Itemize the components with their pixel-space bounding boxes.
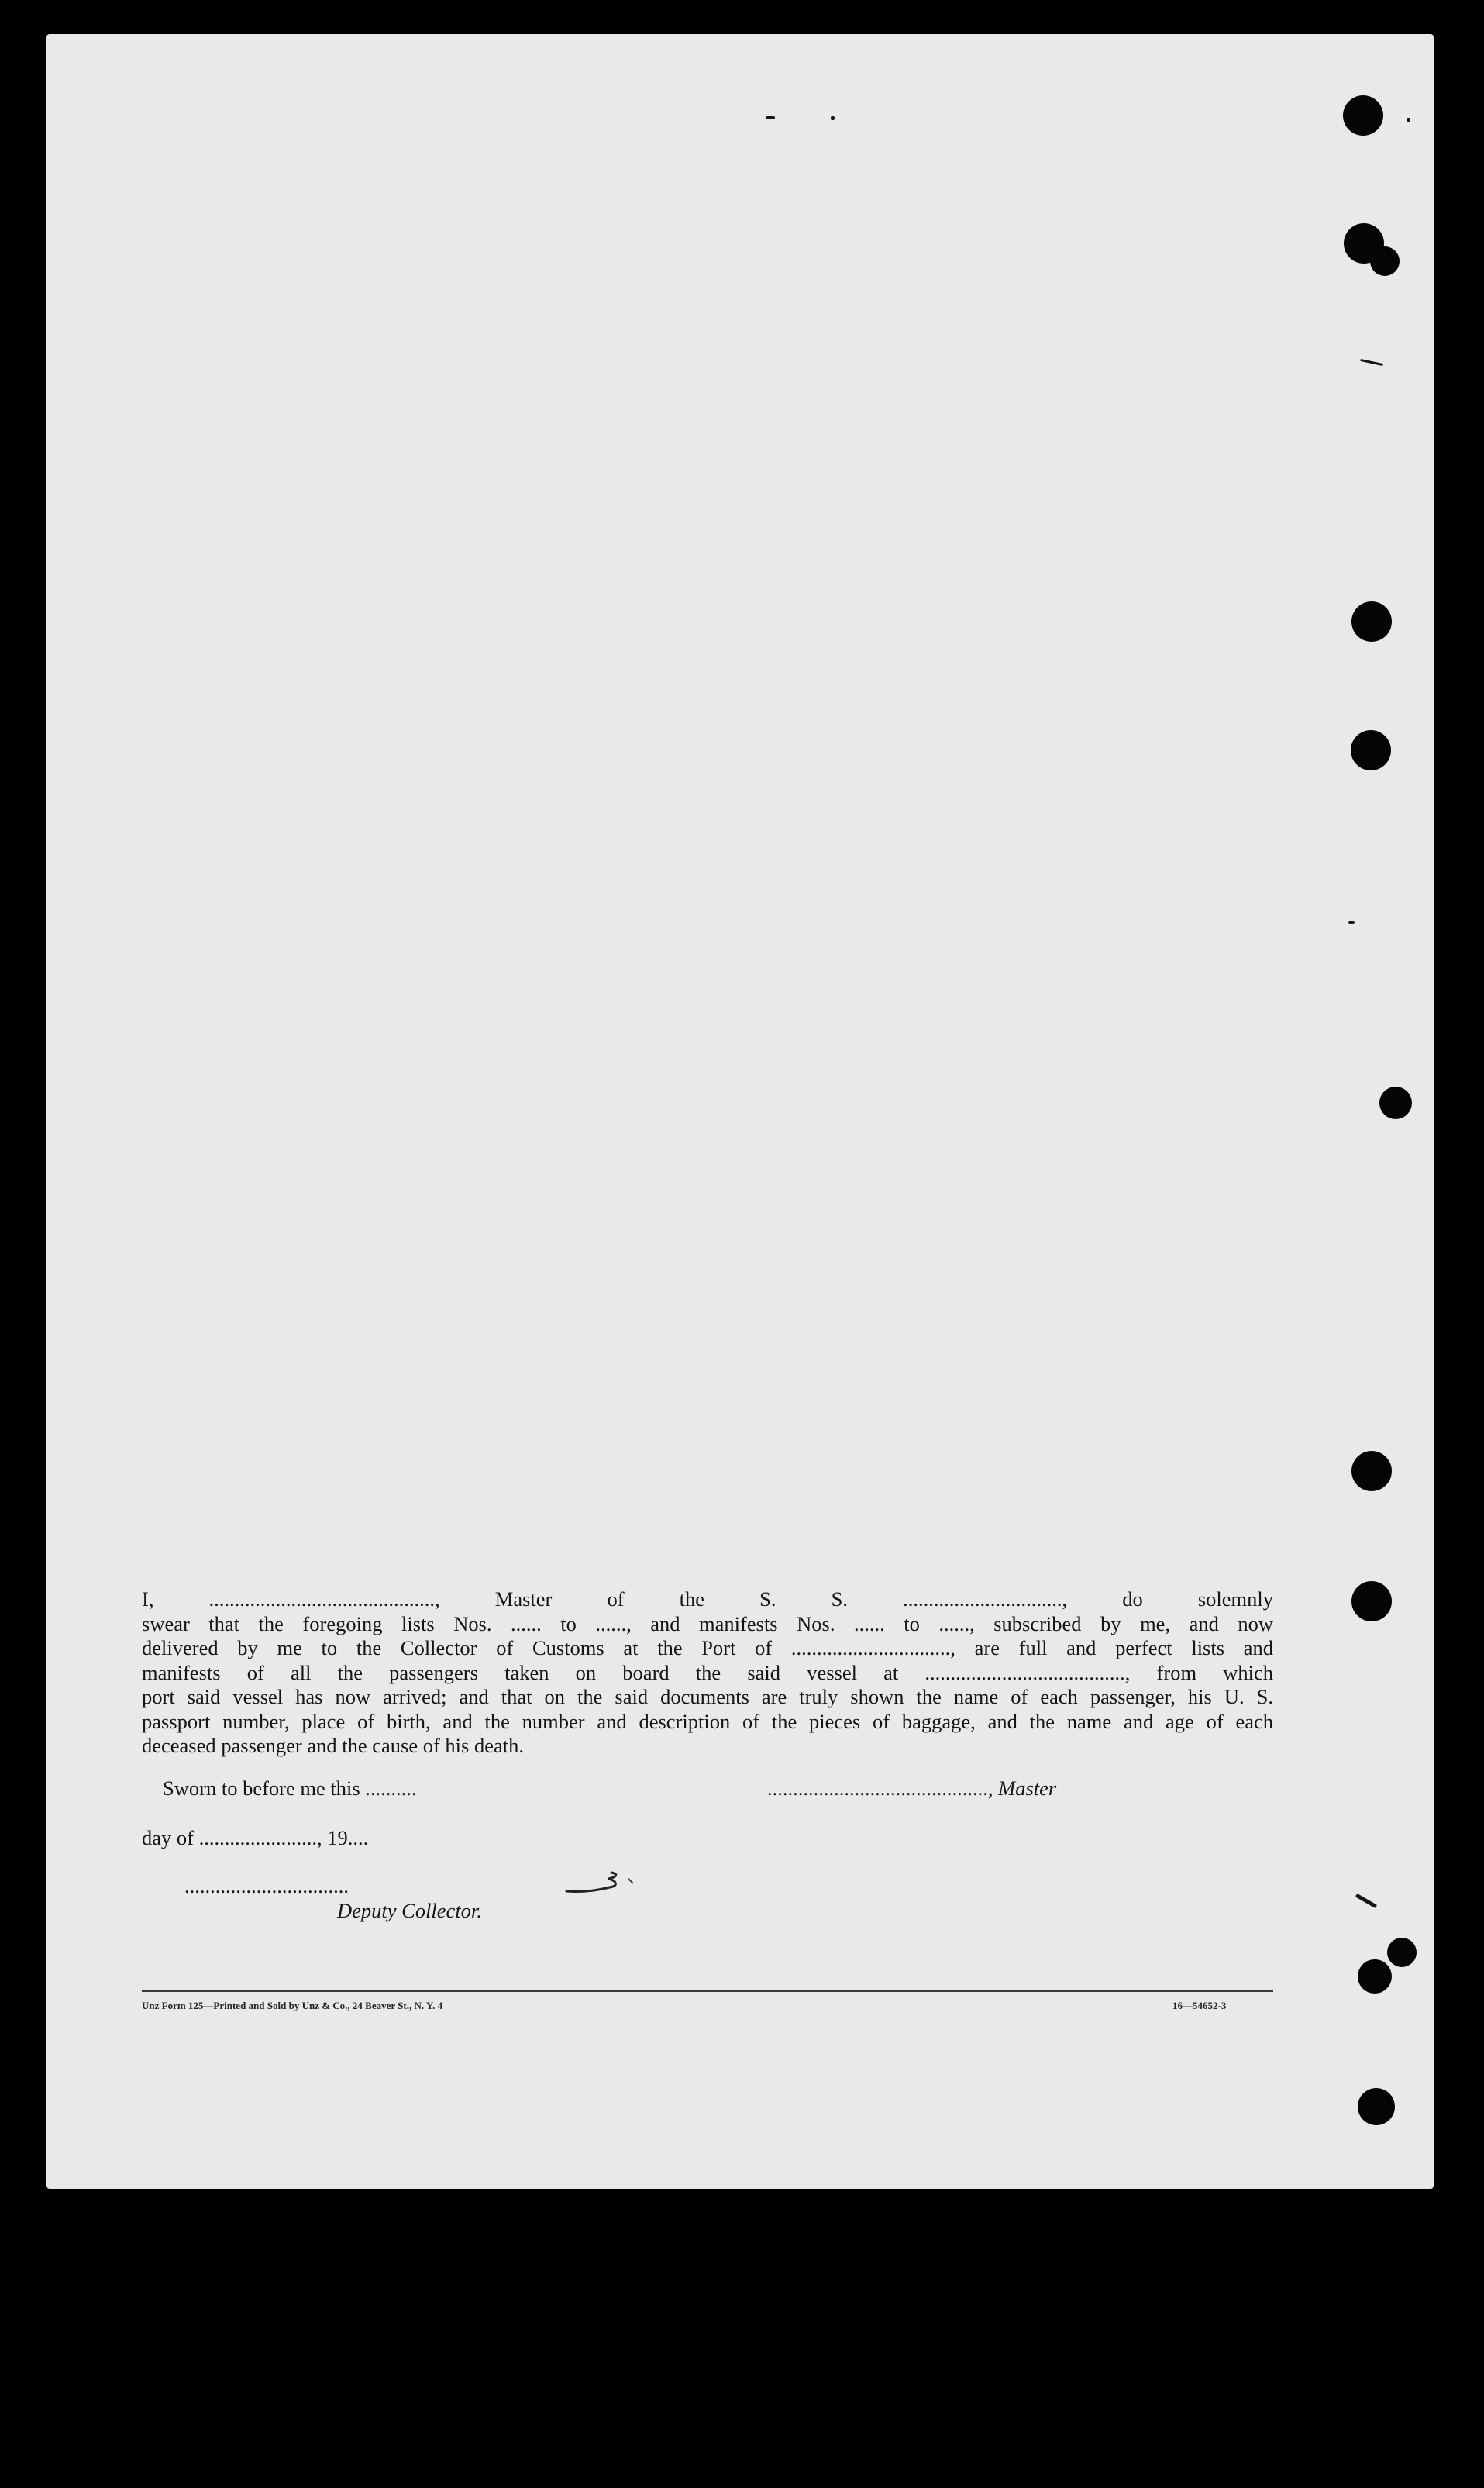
punch-hole bbox=[1358, 2088, 1395, 2125]
handwritten-mark bbox=[562, 1869, 647, 1900]
punch-hole bbox=[1387, 1938, 1417, 1967]
oath-line: port said vessel has now arrived; and that on the said documents are truly shown the name of each passenger, his U. S. bbox=[142, 1685, 1273, 1708]
punch-hole bbox=[1343, 95, 1383, 136]
scan-mark bbox=[1348, 921, 1355, 924]
punch-hole bbox=[1379, 1087, 1412, 1119]
oath-line: swear that the foregoing lists Nos. ...... to ......, and manifests Nos. ...... to ......, subscribed by me, and now bbox=[142, 1611, 1273, 1635]
printer-imprint: Unz Form 125—Printed and Sold by Unz & Co., 24 Beaver St., N. Y. 4 bbox=[142, 2000, 443, 2011]
punch-hole bbox=[1351, 1451, 1392, 1491]
punch-hole bbox=[1351, 601, 1392, 642]
form-number: 16—54652-3 bbox=[1172, 2000, 1227, 2011]
oath-paragraph bbox=[142, 1587, 1273, 1759]
scan-mark bbox=[831, 116, 835, 120]
oath-line: deceased passenger and the cause of his death. bbox=[142, 1734, 524, 1757]
scan-mark bbox=[1407, 118, 1410, 122]
deputy-collector-label: Deputy Collector. bbox=[337, 1899, 482, 1922]
oath-line: passport number, place of birth, and the number and description of the pieces of baggage, and the name and age of each bbox=[142, 1709, 1273, 1733]
punch-hole bbox=[1370, 246, 1400, 276]
document-page bbox=[46, 34, 1434, 2189]
day-of-label: day of ......................., 19.... bbox=[142, 1826, 369, 1849]
punch-hole bbox=[1358, 1959, 1392, 1994]
scan-mark bbox=[766, 116, 775, 119]
punch-hole bbox=[1351, 730, 1391, 770]
master-signature-line bbox=[767, 1776, 1056, 1801]
oath-line: manifests of all the passengers taken on board the said vessel at ......................................., from which bbox=[142, 1660, 1273, 1684]
punch-hole bbox=[1351, 1581, 1392, 1621]
deputy-collector-dots: ................................ bbox=[184, 1874, 349, 1897]
oath-line: I, ............................................, Master of the S. S. ..............................., do solemnly bbox=[142, 1587, 1273, 1611]
sworn-before-label: Sworn to before me this .......... bbox=[163, 1776, 417, 1800]
oath-line: delivered by me to the Collector of Customs at the Port of ..............................., are full and perfect lists and bbox=[142, 1636, 1273, 1659]
footer-rule bbox=[142, 1990, 1273, 1992]
master-label: Master bbox=[998, 1776, 1057, 1800]
master-dots: ..........................................., bbox=[767, 1776, 999, 1800]
